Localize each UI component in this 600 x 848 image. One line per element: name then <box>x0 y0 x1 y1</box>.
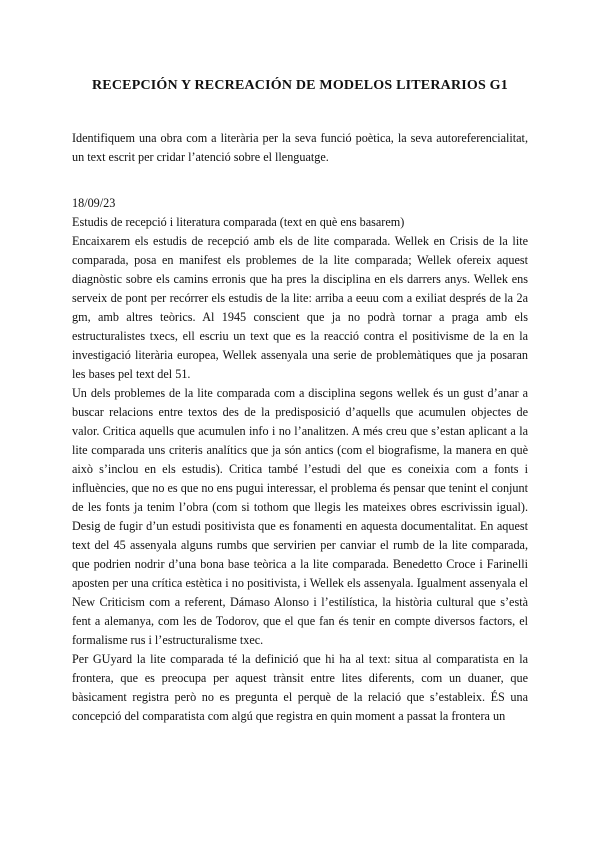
entry-date: 18/09/23 <box>72 196 116 210</box>
body-paragraph-3: Per GUyard la lite comparada té la definició que hi ha al text: situa al comparatista en la frontera, que es preocupa per aquest trànsit entre lites diferents, com un duaner, que bàsicament registra però no es pregunta el perquè de la relació que s’estableix. ÉS una concepció del comparatista com algú que registra en quin moment a passat la frontera un <box>72 652 528 723</box>
document-title: RECEPCIÓN Y RECREACIÓN DE MODELOS LITERARIOS G1 <box>92 78 508 93</box>
intro-paragraph: Identifiquem una obra com a literària per la seva funció poètica, la seva autoreferencialitat, un text escrit per cridar l’atenció sobre el llenguatge. <box>72 131 528 164</box>
body-paragraph-1: Encaixarem els estudis de recepció amb els de lite comparada. Wellek en Crisis de la lite comparada, posa en manifest els problemes de la lite comparada; Wellek ofereix aquest diagnòstic sobre els camins erronis que ha pres la disciplina en els darrers anys. Wellek ens serveix de pont per recórrer els estudis de la lite: arriba a eeuu com a exiliat després de la 2a gm, amb altres teòrics. Al 1945 conscient que ja no podrà tornar a praga amb els estructuralistes txecs, ell escriu un text que es la reacció contra el positivisme de la en la investigació literària europea, Wellek assenyala una serie de problemàtiques que ja posaran les bases pel text del 51. <box>72 234 528 381</box>
section-heading: Estudis de recepció i literatura comparada (text en què ens basarem) <box>72 215 405 229</box>
body-paragraph-2: Un dels problemes de la lite comparada com a disciplina segons wellek és un gust d’anar a buscar relacions entre textos des de la predisposició d’aquells que acumulen objectes de valor. Critica aquells que acumulen info i no l’analitzen. A més creu que s’estan aplicant a la lite comparada uns criteris analítics que ja són antics (com el biografisme, la manera en què això s’inclou en els estudis). Critica també l’estudi del que es coneixia com a fonts i influències, que no es que no ens pugui interessar, el problema és pensar que tenint el conjunt de les fonts ja tenim l’obra (com si tothom que llegis les mateixes obres escrivissin igual). Desig de fugir d’un estudi positivista que es fonamenti en aquesta documentalitat. En aquest text del 45 assenyala alguns rumbs que servirien per canviar el rumb de la lite comparada, que podrien nodrir d’una bona base teòrica a la lite comparada. Benedetto Croce i Farinelli aposten per una crítica estètica i no positivista, i Wellek els assenyala. Igualment assenyala el New Criticism com a referent, Dámaso Alonso i l’estilística, la història cultural que s’està fent a alemanya, com les de Todorov, que el que fan és tenir en compte diversos factors, el formalisme rus i l’estructuralisme txec. <box>72 386 528 647</box>
document-body <box>72 70 528 726</box>
